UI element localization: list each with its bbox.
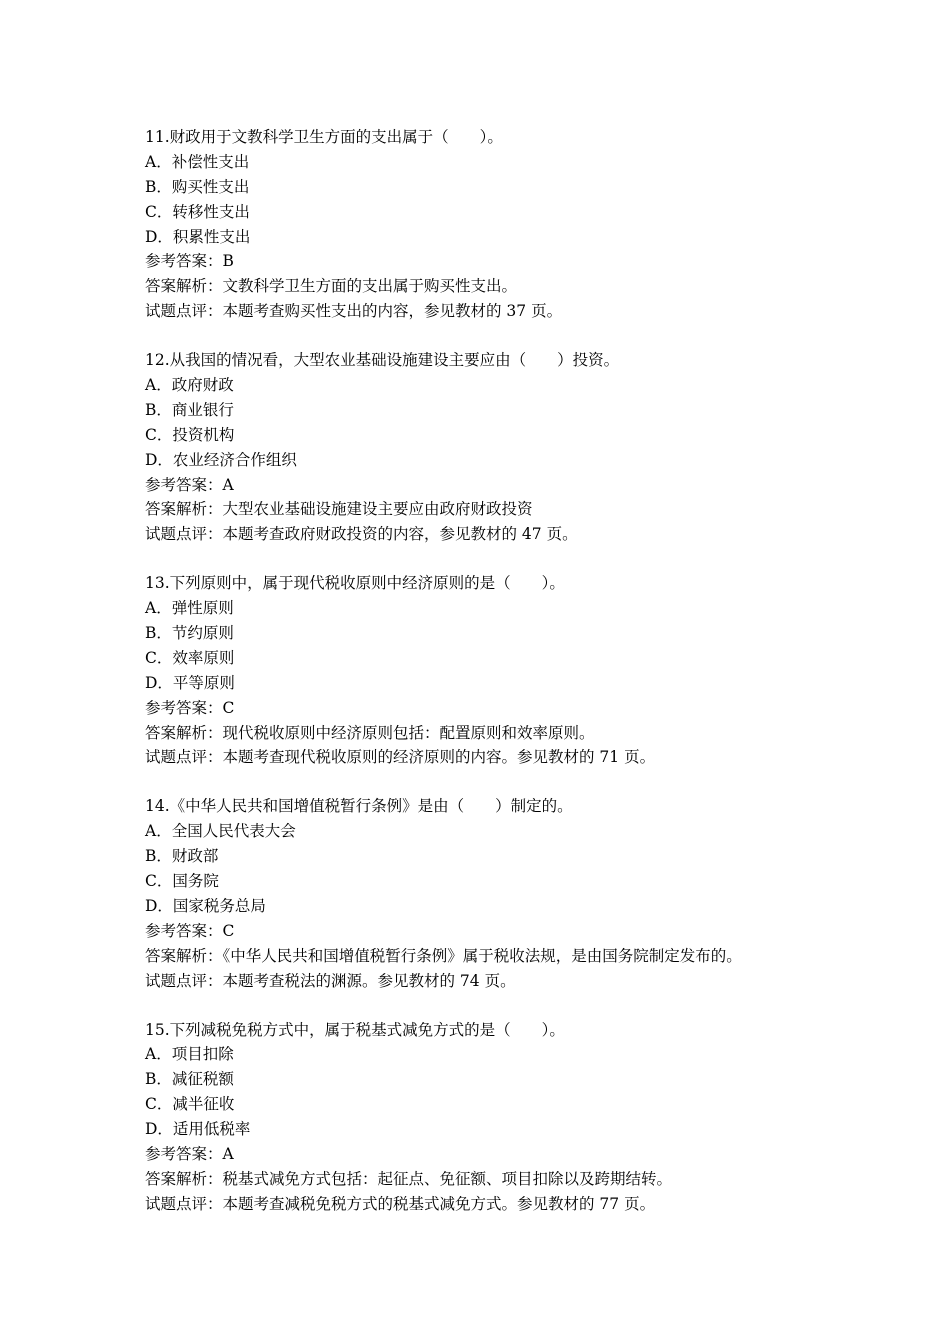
question-comment: 试题点评：本题考查减税免税方式的税基式减免方式。参见教材的 77 页。: [145, 1194, 656, 1213]
option-d: D．积累性支出: [145, 227, 251, 246]
option-c: C．减半征收: [145, 1095, 235, 1114]
option-a: A．全国人民代表大会: [145, 822, 296, 841]
question-stem: 14.《中华人民共和国增值税暂行条例》是由（ ）制定的。: [145, 797, 573, 816]
question-15: [145, 1018, 845, 1217]
reference-answer: 参考答案：A: [145, 1144, 234, 1163]
reference-answer: 参考答案：C: [145, 698, 235, 717]
answer-analysis: 答案解析：《中华人民共和国增值税暂行条例》属于税收法规，是由国务院制定发布的。: [145, 946, 742, 965]
answer-analysis: 答案解析：现代税收原则中经济原则包括：配置原则和效率原则。: [145, 723, 595, 742]
option-d: D．农业经济合作组织: [145, 450, 297, 469]
question-stem: 11.财政用于文教科学卫生方面的支出属于（ ）。: [145, 128, 503, 146]
question-comment: 试题点评：本题考查购买性支出的内容，参见教材的 37 页。: [145, 302, 563, 321]
answer-analysis: 答案解析：税基式减免方式包括：起征点、免征额、项目扣除以及跨期结转。: [145, 1169, 673, 1188]
option-b: B．减征税额: [145, 1070, 234, 1089]
option-c: C．投资机构: [145, 425, 235, 444]
question-11: [145, 125, 845, 324]
option-c: C．效率原则: [145, 648, 235, 667]
option-a: A．政府财政: [145, 376, 234, 395]
question-13: [145, 571, 845, 770]
option-b: B．商业银行: [145, 400, 234, 419]
option-a: A．项目扣除: [145, 1045, 234, 1064]
reference-answer: 参考答案：C: [145, 921, 235, 940]
option-d: D．适用低税率: [145, 1120, 251, 1139]
question-stem: 15.下列减税免税方式中，属于税基式减免方式的是（ ）。: [145, 1020, 565, 1039]
question-12: [145, 348, 845, 547]
question-comment: 试题点评：本题考查现代税收原则的经济原则的内容。参见教材的 71 页。: [145, 748, 656, 767]
question-stem: 12.从我国的情况看，大型农业基础设施建设主要应由（ ）投资。: [145, 351, 620, 370]
option-c: C．国务院: [145, 872, 219, 891]
option-b: B．购买性支出: [145, 177, 250, 196]
option-a: A．弹性原则: [145, 599, 234, 618]
answer-analysis: 答案解析：大型农业基础设施建设主要应由政府财政投资: [145, 500, 533, 519]
option-b: B．节约原则: [145, 624, 234, 643]
question-stem: 13.下列原则中，属于现代税收原则中经济原则的是（ ）。: [145, 574, 565, 593]
option-a: A．补偿性支出: [145, 152, 250, 171]
question-comment: 试题点评：本题考查政府财政投资的内容，参见教材的 47 页。: [145, 525, 578, 544]
question-comment: 试题点评：本题考查税法的渊源。参见教材的 74 页。: [145, 971, 516, 990]
reference-answer: 参考答案：B: [145, 252, 234, 271]
answer-analysis: 答案解析：文教科学卫生方面的支出属于购买性支出。: [145, 277, 518, 296]
reference-answer: 参考答案：A: [145, 475, 234, 494]
option-b: B．财政部: [145, 847, 219, 866]
question-14: [145, 794, 845, 993]
option-c: C．转移性支出: [145, 202, 250, 221]
exam-page: [145, 125, 845, 1241]
option-d: D．国家税务总局: [145, 896, 266, 915]
option-d: D．平等原则: [145, 673, 235, 692]
